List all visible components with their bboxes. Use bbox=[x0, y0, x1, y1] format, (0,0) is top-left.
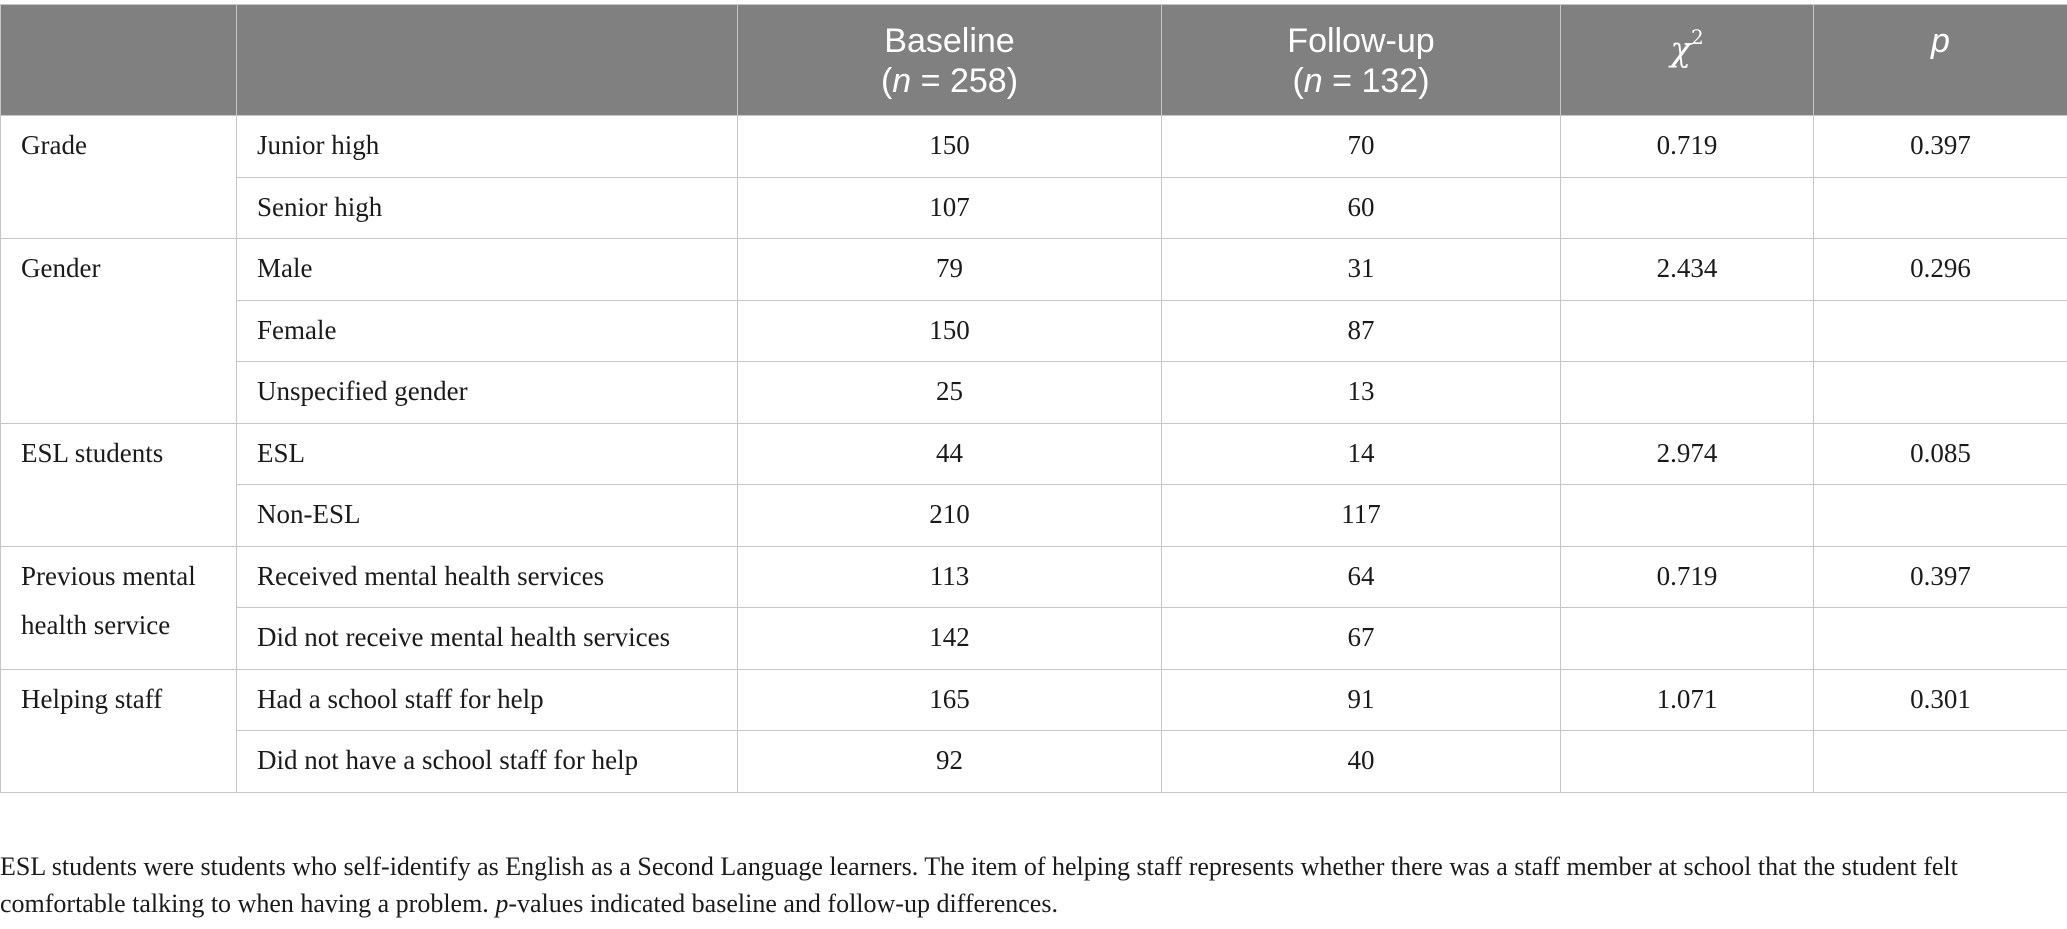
header-category bbox=[1, 5, 237, 116]
header-baseline-label: Baseline bbox=[884, 22, 1015, 60]
header-chi-square bbox=[1561, 5, 1814, 116]
row-label: ESL bbox=[237, 423, 738, 485]
category-cell: ESL students bbox=[1, 423, 237, 546]
followup-value: 70 bbox=[1162, 116, 1561, 178]
header-followup-n-prefix: n bbox=[1303, 62, 1323, 100]
header-chi-symbol: χ bbox=[1670, 29, 1691, 70]
baseline-value: 44 bbox=[738, 423, 1162, 485]
row-label: Female bbox=[237, 300, 738, 362]
header-baseline bbox=[738, 5, 1162, 116]
baseline-value: 25 bbox=[738, 362, 1162, 424]
chi2-value bbox=[1561, 731, 1814, 793]
baseline-value: 92 bbox=[738, 731, 1162, 793]
p-value bbox=[1814, 362, 2067, 424]
header-followup-n-value: = 132 bbox=[1322, 62, 1419, 100]
p-value bbox=[1814, 608, 2067, 670]
p-value bbox=[1814, 177, 2067, 239]
footnote-line-2 bbox=[0, 885, 2067, 922]
header-row bbox=[1, 5, 2067, 116]
table-row bbox=[1, 485, 2067, 547]
table-row bbox=[1, 116, 2067, 178]
footnote-p-italic: p bbox=[495, 889, 509, 918]
baseline-value: 150 bbox=[738, 300, 1162, 362]
chi2-value bbox=[1561, 177, 1814, 239]
header-subcategory bbox=[237, 5, 738, 116]
category-cell: Grade bbox=[1, 116, 237, 239]
row-label: Unspecified gender bbox=[237, 362, 738, 424]
row-label: Junior high bbox=[237, 116, 738, 178]
chi2-value: 0.719 bbox=[1561, 116, 1814, 178]
chi2-value: 2.974 bbox=[1561, 423, 1814, 485]
row-label: Did not have a school staff for help bbox=[237, 731, 738, 793]
header-followup-label: Follow-up bbox=[1287, 22, 1435, 60]
table-row bbox=[1, 239, 2067, 301]
row-label: Received mental health services bbox=[237, 546, 738, 608]
table-row bbox=[1, 177, 2067, 239]
p-value: 0.296 bbox=[1814, 239, 2067, 301]
category-cell: Helping staff bbox=[1, 669, 237, 792]
header-followup bbox=[1162, 5, 1561, 116]
p-value bbox=[1814, 300, 2067, 362]
category-cell: Gender bbox=[1, 239, 237, 424]
chi2-value: 0.719 bbox=[1561, 546, 1814, 608]
followup-value: 14 bbox=[1162, 423, 1561, 485]
followup-value: 31 bbox=[1162, 239, 1561, 301]
category-line: Previous mental bbox=[21, 560, 196, 591]
table-row bbox=[1, 731, 2067, 793]
baseline-value: 79 bbox=[738, 239, 1162, 301]
table-body bbox=[1, 116, 2067, 793]
baseline-value: 150 bbox=[738, 116, 1162, 178]
p-value: 0.301 bbox=[1814, 669, 2067, 731]
row-label: Senior high bbox=[237, 177, 738, 239]
followup-value: 40 bbox=[1162, 731, 1561, 793]
chi2-value bbox=[1561, 362, 1814, 424]
p-value: 0.085 bbox=[1814, 423, 2067, 485]
chi2-value: 1.071 bbox=[1561, 669, 1814, 731]
table-row bbox=[1, 423, 2067, 485]
table-row bbox=[1, 608, 2067, 670]
baseline-value: 210 bbox=[738, 485, 1162, 547]
followup-value: 117 bbox=[1162, 485, 1561, 547]
baseline-value: 107 bbox=[738, 177, 1162, 239]
header-baseline-n-value: = 258 bbox=[911, 62, 1007, 100]
footnote-line-1: ESL students were students who self-identify as English as a Second Language learners. The item of helping staff represents whether there was a staff member at school that the student felt bbox=[0, 852, 1958, 881]
row-label: Did not receive mental health services bbox=[237, 608, 738, 670]
p-value: 0.397 bbox=[1814, 546, 2067, 608]
row-label: Had a school staff for help bbox=[237, 669, 738, 731]
header-chi-sup: 2 bbox=[1690, 25, 1704, 49]
p-value: 0.397 bbox=[1814, 116, 2067, 178]
results-table bbox=[0, 4, 2067, 793]
category-line: health service bbox=[21, 609, 171, 640]
followup-value: 13 bbox=[1162, 362, 1561, 424]
followup-value: 67 bbox=[1162, 608, 1561, 670]
followup-value: 87 bbox=[1162, 300, 1561, 362]
p-value bbox=[1814, 731, 2067, 793]
followup-value: 64 bbox=[1162, 546, 1561, 608]
table-row bbox=[1, 300, 2067, 362]
baseline-value: 142 bbox=[738, 608, 1162, 670]
chi2-value bbox=[1561, 608, 1814, 670]
table-row bbox=[1, 546, 2067, 608]
baseline-value: 113 bbox=[738, 546, 1162, 608]
header-p-label: p bbox=[1931, 22, 1950, 60]
p-value bbox=[1814, 485, 2067, 547]
table-header bbox=[1, 5, 2067, 116]
followup-value: 91 bbox=[1162, 669, 1561, 731]
footnote-line-2-rest: -values indicated baseline and follow-up differences. bbox=[508, 889, 1058, 918]
table-row bbox=[1, 669, 2067, 731]
header-baseline-n: (n = 258) bbox=[880, 62, 1019, 100]
footnote-line-2-start: comfortable talking to when having a problem. bbox=[0, 889, 496, 918]
followup-value: 60 bbox=[1162, 177, 1561, 239]
chi2-value bbox=[1561, 300, 1814, 362]
row-label: Non-ESL bbox=[237, 485, 738, 547]
row-label: Male bbox=[237, 239, 738, 301]
chi2-value: 2.434 bbox=[1561, 239, 1814, 301]
header-baseline-n-prefix: n bbox=[892, 62, 912, 100]
table-footnote bbox=[0, 848, 2067, 922]
chi2-value bbox=[1561, 485, 1814, 547]
table-row bbox=[1, 362, 2067, 424]
header-p-value bbox=[1814, 5, 2067, 116]
category-cell bbox=[1, 546, 237, 669]
baseline-value: 165 bbox=[738, 669, 1162, 731]
header-followup-n: (n = 132) bbox=[1292, 62, 1430, 100]
